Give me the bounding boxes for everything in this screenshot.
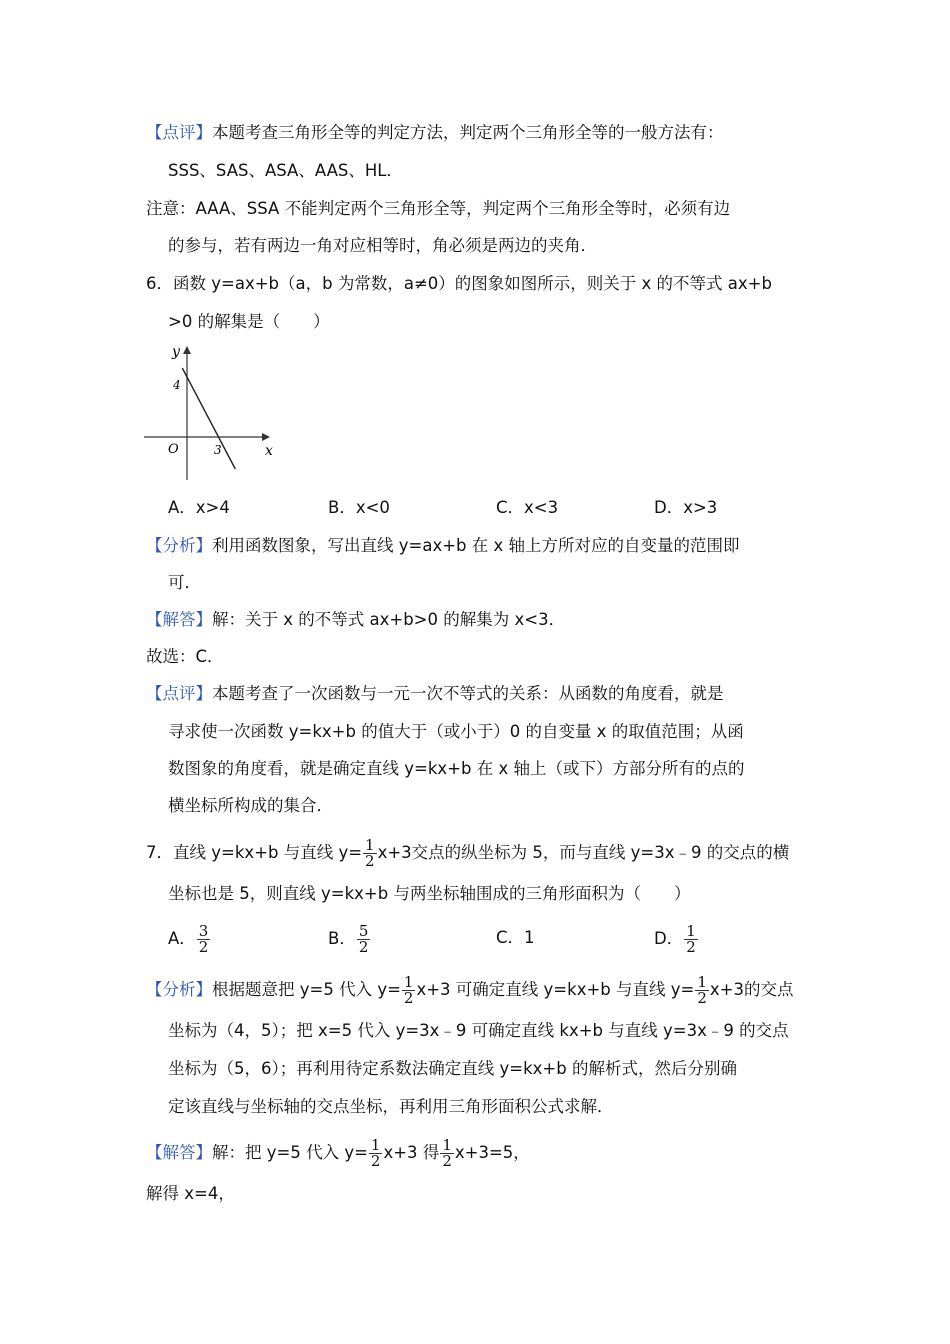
review-line-2: 寻求使一次函数 y=kx+b 的值大于（或小于）0 的自变量 x 的取值范围；从函 bbox=[168, 722, 744, 741]
fraction-one-half bbox=[695, 975, 709, 1006]
review-text-line-2: SSS、SAS、ASA、AAS、HL． bbox=[168, 161, 403, 180]
fraction-five-halves bbox=[357, 924, 371, 955]
q7-text-a: 7．直线 y=kx+b 与直线 y= bbox=[146, 843, 363, 862]
y-axis-label: y bbox=[172, 344, 180, 360]
denominator: 2 bbox=[442, 1152, 452, 1170]
q7-option-b bbox=[328, 924, 371, 955]
analysis-line-3: 坐标为（5，6）；再利用待定系数法确定直线 y=kx+b 的解析式，然后分别确 bbox=[168, 1059, 737, 1078]
review-tag: 【点评】 bbox=[146, 684, 212, 703]
answer-paragraph-q7 bbox=[146, 1138, 530, 1169]
analysis-tag: 【分析】 bbox=[146, 980, 212, 999]
question-6-line-1: 6．函数 y=ax+b（a，b 为常数，a≠0）的图象如图所示，则关于 x 的不等式 ax+b bbox=[146, 274, 772, 293]
answer-text-a: 解：把 y=5 代入 y= bbox=[212, 1143, 368, 1162]
answer-paragraph-q6 bbox=[146, 608, 565, 632]
answer-tag: 【解答】 bbox=[146, 1143, 212, 1162]
numerator: 1 bbox=[365, 836, 375, 854]
review-paragraph-q5 bbox=[146, 121, 724, 145]
analysis-line-1: 利用函数图象，写出直线 y=ax+b 在 x 轴上方所对应的自变量的范围即 bbox=[212, 536, 740, 555]
y-intercept-label: 4 bbox=[173, 378, 181, 392]
origin-label: O bbox=[168, 442, 179, 457]
denominator: 2 bbox=[370, 1152, 381, 1170]
fraction-one-half bbox=[684, 924, 698, 955]
x-axis-arrow bbox=[262, 433, 270, 441]
analysis-line-2: 可． bbox=[168, 573, 201, 592]
denominator: 2 bbox=[686, 938, 696, 956]
denominator: 2 bbox=[697, 989, 707, 1007]
analysis-tag: 【分析】 bbox=[146, 536, 212, 555]
analysis-paragraph-q7 bbox=[146, 975, 793, 1006]
review-tag: 【点评】 bbox=[146, 123, 212, 142]
numerator: 1 bbox=[442, 1136, 452, 1154]
numerator: 3 bbox=[198, 922, 209, 940]
q7-text-b: x+3交点的纵坐标为 5，而与直线 y=3x﹣9 的交点的横 bbox=[377, 843, 790, 862]
x-axis-label: x bbox=[265, 443, 273, 459]
question-7-line-1 bbox=[146, 838, 789, 869]
analysis-line-4: 定该直线与坐标轴的交点坐标，再利用三角形面积公式求解． bbox=[168, 1097, 614, 1116]
analysis-text-a: 根据题意把 y=5 代入 y= bbox=[212, 980, 401, 999]
numerator: 1 bbox=[697, 973, 707, 991]
note-line-1: 注意：AAA、SSA 不能判定两个三角形全等，判定两个三角形全等时，必须有边 bbox=[146, 199, 731, 218]
numerator: 1 bbox=[686, 922, 696, 940]
fraction-three-halves bbox=[197, 924, 211, 955]
option-label: B． bbox=[328, 929, 356, 948]
option-label: D． bbox=[654, 929, 684, 948]
numerator: 1 bbox=[403, 973, 414, 991]
q7-option-d bbox=[654, 924, 699, 955]
analysis-paragraph-q6 bbox=[146, 534, 740, 558]
answer-text-c: x+3=5， bbox=[454, 1143, 530, 1162]
q7-option-a bbox=[168, 924, 211, 955]
denominator: 2 bbox=[358, 938, 369, 956]
answer-line-2: 解得 x=4， bbox=[146, 1184, 235, 1203]
choice-line: 故选：C． bbox=[146, 647, 224, 666]
review-text-line-1: 本题考查三角形全等的判定方法，判定两个三角形全等的一般方法有： bbox=[212, 123, 724, 142]
option-d: D．x>3 bbox=[654, 498, 718, 517]
question-7-line-2: 坐标也是 5，则直线 y=kx+b 与两坐标轴围成的三角形面积为（ ） bbox=[168, 884, 691, 903]
denominator: 2 bbox=[403, 989, 414, 1007]
denominator: 2 bbox=[198, 938, 209, 956]
option-c: C．x<3 bbox=[496, 498, 559, 517]
question-6-line-2: >0 的解集是（ ） bbox=[168, 312, 330, 331]
x-intercept-label: 3 bbox=[214, 443, 222, 457]
analysis-text-b: x+3 可确定直线 y=kx+b 与直线 y= bbox=[416, 980, 695, 999]
fraction-one-half bbox=[363, 838, 377, 869]
review-line-1: 本题考查了一次函数与一元一次不等式的关系：从函数的角度看，就是 bbox=[212, 684, 724, 703]
answer-tag: 【解答】 bbox=[146, 610, 212, 629]
numerator: 5 bbox=[358, 922, 369, 940]
analysis-line-2: 坐标为（4，5）；把 x=5 代入 y=3x﹣9 可确定直线 kx+b 与直线 y=3x﹣9 的交点 bbox=[168, 1021, 789, 1040]
analysis-text-c: x+3的交点 bbox=[709, 980, 794, 999]
answer-text-b: x+3 得 bbox=[383, 1143, 440, 1162]
question-6-graph bbox=[142, 340, 278, 486]
denominator: 2 bbox=[365, 852, 375, 870]
y-axis-arrow bbox=[183, 346, 191, 354]
review-line-3: 数图象的角度看，就是确定直线 y=kx+b 在 x 轴上（或下）方部分所有的点的 bbox=[168, 759, 745, 778]
option-label: A． bbox=[168, 929, 196, 948]
review-paragraph-q6 bbox=[146, 682, 724, 706]
fraction-one-half bbox=[440, 1138, 454, 1169]
answer-line-1: 解：关于 x 的不等式 ax+b>0 的解集为 x<3． bbox=[212, 610, 566, 629]
fraction-one-half bbox=[402, 975, 416, 1006]
fraction-one-half bbox=[369, 1138, 383, 1169]
numerator: 1 bbox=[370, 1136, 381, 1154]
note-line-2: 的参与，若有两边一角对应相等时，角必须是两边的夹角． bbox=[168, 236, 597, 255]
function-line bbox=[182, 368, 235, 469]
option-a: A．x>4 bbox=[168, 498, 230, 517]
option-b: B．x<0 bbox=[328, 498, 390, 517]
q7-option-c: C．1 bbox=[496, 928, 535, 947]
review-line-4: 横坐标所构成的集合． bbox=[168, 796, 333, 815]
